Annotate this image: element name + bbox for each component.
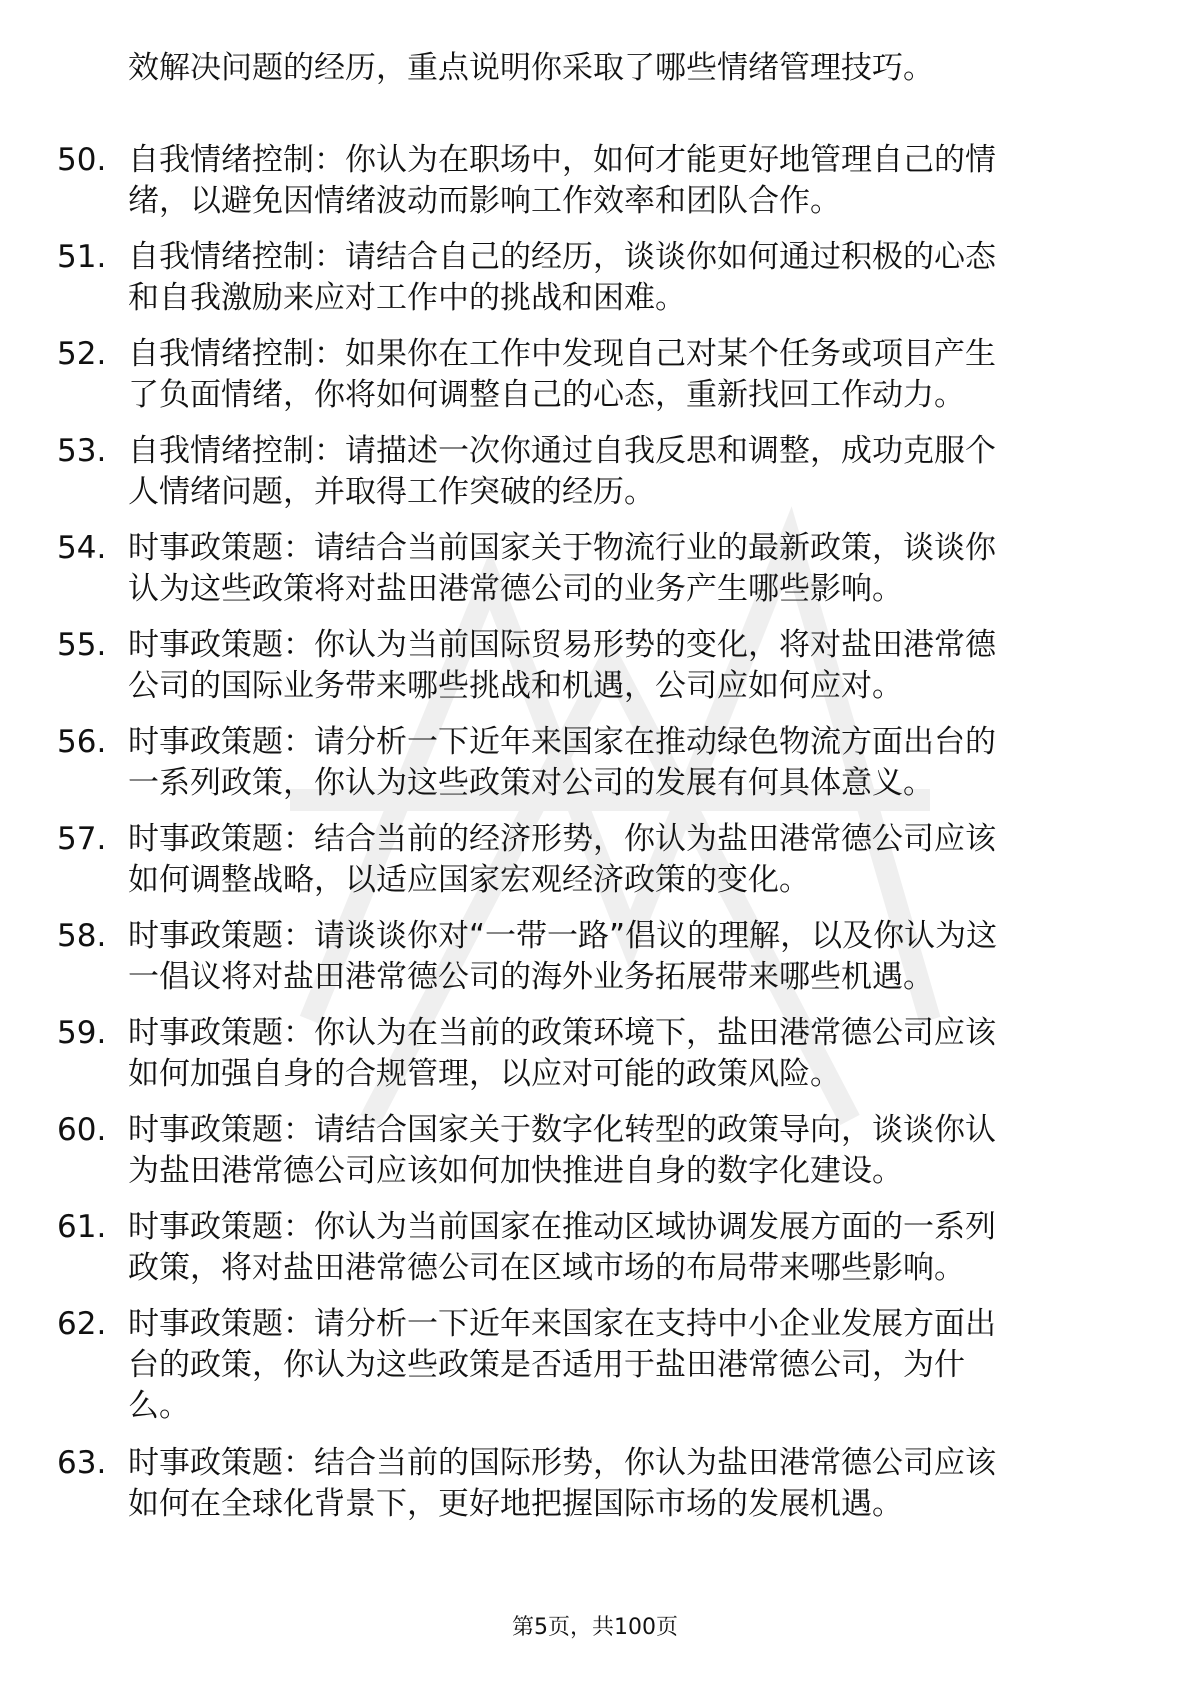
question-text-line: 自我情绪控制：如果你在工作中发现自己对某个任务或项目产生 <box>128 336 996 372</box>
question-text <box>128 1443 1118 1525</box>
question-text-line: 为盐田港常德公司应该如何加快推进自身的数字化建设。 <box>128 1153 903 1189</box>
question-text-line: 自我情绪控制：你认为在职场中，如何才能更好地管理自己的情 <box>128 142 996 178</box>
question-number: 51. <box>57 239 107 275</box>
question-text <box>128 528 1118 610</box>
continuation-line: 效解决问题的经历，重点说明你采取了哪些情绪管理技巧。 <box>128 50 934 86</box>
question-text <box>128 819 1118 901</box>
question-text-line: 了负面情绪，你将如何调整自己的心态，重新找回工作动力。 <box>128 377 965 413</box>
question-text-line: 时事政策题：请结合当前国家关于物流行业的最新政策，谈谈你 <box>128 530 996 566</box>
question-text-line: 时事政策题：请分析一下近年来国家在推动绿色物流方面出台的 <box>128 724 996 760</box>
question-number: 63. <box>57 1445 107 1481</box>
question-text-line: 时事政策题：结合当前的国际形势，你认为盐田港常德公司应该 <box>128 1445 996 1481</box>
question-number: 62. <box>57 1306 107 1342</box>
question-text-line: 和自我激励来应对工作中的挑战和困难。 <box>128 280 686 316</box>
question-text-line: 时事政策题：请分析一下近年来国家在支持中小企业发展方面出 <box>128 1306 996 1342</box>
question-text-line: 一倡议将对盐田港常德公司的海外业务拓展带来哪些机遇。 <box>128 959 934 995</box>
question-text <box>128 1013 1118 1095</box>
question-text-line: 时事政策题：结合当前的经济形势，你认为盐田港常德公司应该 <box>128 821 996 857</box>
question-text-line: 时事政策题：你认为当前国际贸易形势的变化，将对盐田港常德 <box>128 627 996 663</box>
question-text-line: 如何在全球化背景下，更好地把握国际市场的发展机遇。 <box>128 1486 903 1522</box>
question-text-line: 如何调整战略，以适应国家宏观经济政策的变化。 <box>128 862 810 898</box>
question-text-line: 时事政策题：请谈谈你对“一带一路”倡议的理解，以及你认为这 <box>128 918 998 954</box>
question-text <box>128 237 1118 319</box>
question-number: 60. <box>57 1112 107 1148</box>
question-text-line: 时事政策题：你认为当前国家在推动区域协调发展方面的一系列 <box>128 1209 996 1245</box>
question-text-line: 么。 <box>128 1388 190 1424</box>
question-text-line: 自我情绪控制：请描述一次你通过自我反思和调整，成功克服个 <box>128 433 996 469</box>
question-number: 52. <box>57 336 107 372</box>
question-text-line: 政策，将对盐田港常德公司在区域市场的布局带来哪些影响。 <box>128 1250 965 1286</box>
question-text <box>128 625 1118 707</box>
question-number: 59. <box>57 1015 107 1051</box>
question-number: 58. <box>57 918 107 954</box>
question-text <box>128 140 1118 222</box>
question-number: 55. <box>57 627 107 663</box>
question-number: 54. <box>57 530 107 566</box>
question-text <box>128 334 1118 416</box>
question-text <box>128 722 1118 804</box>
question-number: 53. <box>57 433 107 469</box>
question-number: 61. <box>57 1209 107 1245</box>
question-number: 50. <box>57 142 107 178</box>
question-text <box>128 1304 1118 1427</box>
question-text <box>128 1207 1118 1289</box>
question-text-line: 公司的国际业务带来哪些挑战和机遇，公司应如何应对。 <box>128 668 903 704</box>
question-text-line: 时事政策题：你认为在当前的政策环境下，盐田港常德公司应该 <box>128 1015 996 1051</box>
question-text-line: 一系列政策，你认为这些政策对公司的发展有何具体意义。 <box>128 765 934 801</box>
question-text <box>128 916 1118 998</box>
question-text-line: 认为这些政策将对盐田港常德公司的业务产生哪些影响。 <box>128 571 903 607</box>
question-text-line: 自我情绪控制：请结合自己的经历，谈谈你如何通过积极的心态 <box>128 239 996 275</box>
question-text-line: 如何加强自身的合规管理，以应对可能的政策风险。 <box>128 1056 841 1092</box>
question-text-line: 人情绪问题，并取得工作突破的经历。 <box>128 474 655 510</box>
question-number: 57. <box>57 821 107 857</box>
question-number: 56. <box>57 724 107 760</box>
question-text-line: 绪，以避免因情绪波动而影响工作效率和团队合作。 <box>128 183 841 219</box>
question-text <box>128 1110 1118 1192</box>
question-text-line: 时事政策题：请结合国家关于数字化转型的政策导向，谈谈你认 <box>128 1112 996 1148</box>
question-text <box>128 431 1118 513</box>
page-footer: 第5页，共100页 <box>512 1615 678 1640</box>
question-text-line: 台的政策，你认为这些政策是否适用于盐田港常德公司，为什 <box>128 1347 965 1383</box>
